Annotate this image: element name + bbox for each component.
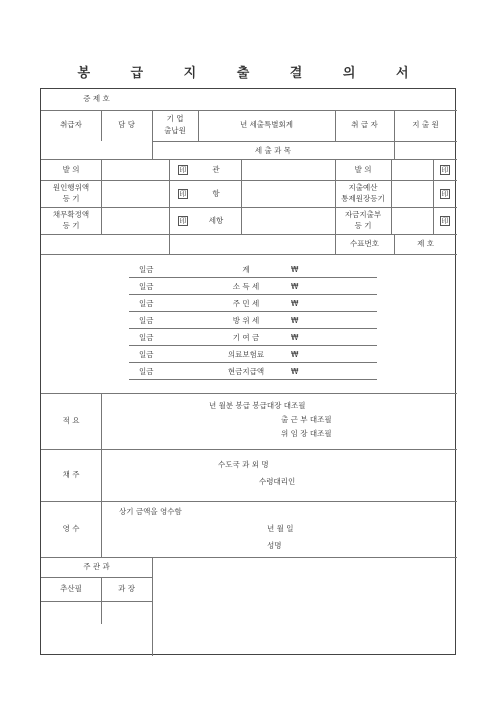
budget-control-label-1: 지출예산 [348,183,378,192]
receipt-text: 상기 금액을 영수함 [119,507,182,516]
receipt-label: 영 수 [62,524,80,533]
budget-control-label-2: 통제원장등기 [341,194,385,203]
seal-icon: 印 [441,217,449,225]
col-line [391,159,392,234]
budget-chapter-label: 관 [212,165,220,174]
seal-icon: 印 [179,217,187,225]
amount-label-contribution: 기 여 금 [232,333,260,342]
amount-prefix: 일금 [139,282,154,291]
col-line [394,110,395,159]
creditor-label: 채 주 [62,470,80,479]
row-line [152,141,457,142]
col-line [169,159,170,254]
auditor-label: 추산필 [60,584,82,593]
row-line [41,577,152,578]
amount-prefix: 일금 [139,350,154,359]
cause-act-label-1: 원인행위액 [52,183,90,192]
amount-line [129,277,377,278]
row-line [41,449,457,450]
seal-icon: 印 [179,190,187,198]
dept-label: 주 관 과 [83,562,110,571]
row-line [41,393,457,394]
summary-line-3: 위 임 장 대조필 [281,429,332,438]
debt-fixed-label-1: 채무확정액 [52,210,90,219]
handler-label: 취급자 [60,120,82,129]
won-sign: ₩ [291,299,299,308]
seal-icon: 印 [179,166,187,174]
col-line [152,557,153,656]
row-line [41,501,457,502]
voucher-form [40,88,456,655]
amount-prefix: 일금 [139,265,154,274]
amount-label-income-tax: 소 득 세 [232,282,260,291]
fund-ledger-label-2: 등 기 [354,221,372,230]
amount-prefix: 일금 [139,333,154,342]
seal-icon: 印 [441,190,449,198]
col-line [101,159,102,234]
creditor-line-2: 수령대리인 [259,477,296,486]
proposal-right-label: 발 의 [354,165,372,174]
amount-prefix: 일금 [139,316,154,325]
won-sign: ₩ [291,282,299,291]
row-line [41,180,457,181]
summary-line-1: 년 월분 봉급 봉급대장 대조필 [209,401,306,410]
amount-line [129,311,377,312]
amount-line [129,379,377,380]
amount-label-defense-tax: 방 위 세 [232,316,260,325]
corp-cashier-label-1: 기 업 [166,114,184,123]
won-sign: ₩ [291,265,299,274]
check-no-label: 수표번호 [350,239,379,248]
handler2-label: 취 급 자 [351,120,378,129]
amount-line [129,328,377,329]
document-title: 봉 급 지 출 결 의 서 [77,66,427,81]
expense-section-label: 세 출 과 목 [254,146,292,155]
summary-line-2: 출 근 부 대조필 [281,415,332,424]
won-sign: ₩ [291,316,299,325]
debt-fixed-label-2: 등 기 [62,221,80,230]
amount-line [129,362,377,363]
row-line [41,159,457,160]
cert-no-label: 증 제 호 [83,94,110,103]
row-line [41,207,457,208]
amount-prefix: 일금 [139,367,154,376]
receipt-date: 년 월 일 [267,524,294,533]
col-line [101,393,102,557]
manager-label: 과 장 [118,584,135,593]
won-sign: ₩ [291,333,299,342]
amount-label-cash-paid: 현금지급액 [227,367,265,376]
won-sign: ₩ [291,350,299,359]
col-line [433,159,434,234]
fund-ledger-label-1: 자금지출부 [344,210,382,219]
amount-line [129,294,377,295]
amount-prefix: 일금 [139,299,154,308]
corp-cashier-label-2: 출납원 [164,126,186,135]
col-line [241,159,242,234]
in-charge-label: 담 당 [118,120,135,129]
amount-label-total: 계 [242,265,250,274]
budget-section-label: 항 [212,189,220,198]
amount-line [129,345,377,346]
seal-icon: 印 [441,166,449,174]
row-line [41,254,457,255]
amount-label-resident-tax: 주 민 세 [232,299,260,308]
amount-label-health-insurance: 의료보험료 [227,350,265,359]
summary-label: 적 요 [62,416,80,425]
disburser-label: 지 출 원 [412,120,439,129]
check-no-value: 제 호 [417,239,434,248]
cause-act-label-2: 등 기 [62,194,80,203]
budget-item-label: 세항 [208,216,224,225]
receipt-sign: 성명 [267,541,282,550]
row-line [41,601,152,602]
row-line [41,557,457,558]
won-sign: ₩ [291,367,299,376]
account-label: 년 세출특별회계 [239,120,294,129]
creditor-line-1: 수도국 과 외 명 [218,460,269,469]
proposal-label: 발 의 [62,165,80,174]
